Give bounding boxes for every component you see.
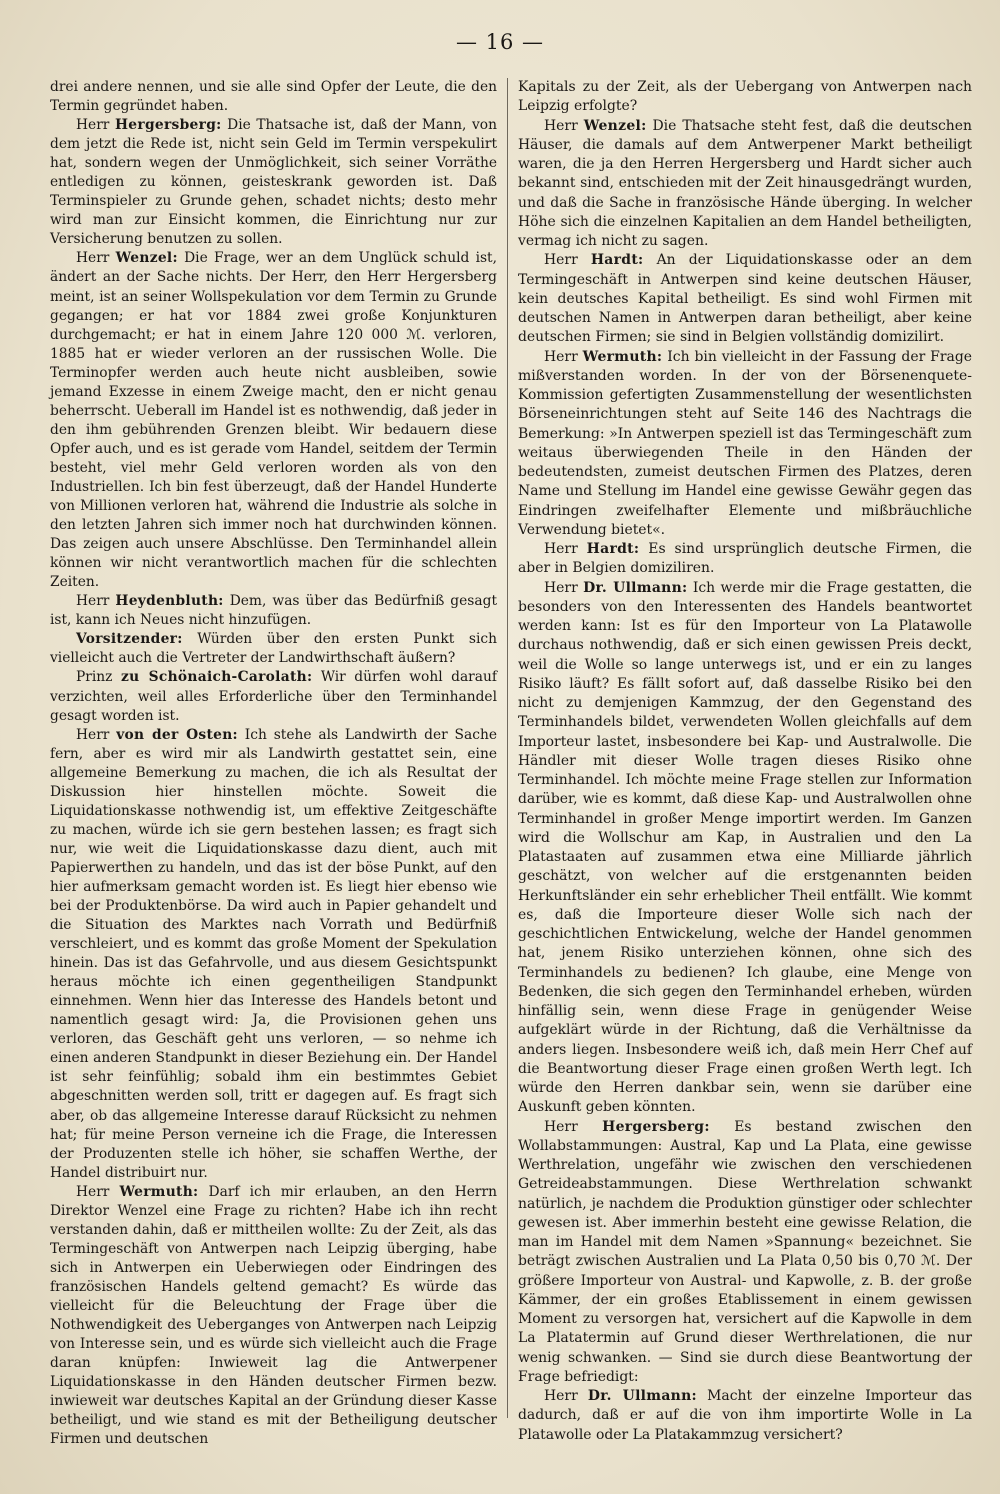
speaker-name: Hardt: bbox=[586, 541, 640, 557]
speaker-name: Vorsitzender: bbox=[76, 631, 183, 648]
speaker-title: Prinz bbox=[76, 669, 121, 686]
paragraph-text: An der Liquidationskasse oder an dem Termingeschäft in Antwerpen sind keine deutschen Häuser, kein deutsches Kapital betheiligt. Es sind wohl Firmen mit deutschen Namen in Antwerpen daran betheiligt, aber keine deutschen Firmen; sie sind in Belgien vollständig domizilirt. bbox=[518, 252, 972, 346]
speaker-name: Wenzel: bbox=[115, 250, 178, 267]
paragraph bbox=[518, 251, 972, 347]
speaker-name: Wermuth: bbox=[582, 348, 663, 365]
paragraph bbox=[518, 540, 972, 579]
paragraph-text: Darf ich mir erlauben, an den Herrn Direktor Wenzel eine Frage zu richten? Habe ich ihn recht verstanden dahin, daß er mittheilen wollte: Zu der Zeit, als das Termingeschäft von Antwerpen nach Leipzig überging, habe sich in Antwerpen ein Ueberwiegen oder Eindringen des französischen Handels geltend gemacht? Es würde das vielleicht für die Beleuchtung der Frage über die Nothwendigkeit des Ueberganges von Antwerpen nach Leipzig von Interesse sein, und es würde sich vielleicht auch die Frage daran knüpfen: Inwieweit lag die Antwerpener Liquidationskasse in den Händen deutscher Firmen bezw. inwieweit war deutsches Kapital an der Gründung dieser Kasse betheiligt, und wie stand es mit der Betheiligung deutscher Firmen und deutschen bbox=[50, 1183, 497, 1448]
speaker-title: Herr bbox=[76, 1183, 120, 1200]
paragraph-text: Macht der einzelne Importeur das dadurch, daß er auf die von ihm importirte Wolle in La Platawolle oder La Platakammzug versichert? bbox=[518, 1388, 972, 1443]
speaker-title: Herr bbox=[544, 1388, 588, 1404]
speaker-title: Herr bbox=[544, 117, 584, 134]
paragraph bbox=[50, 630, 497, 668]
paragraph bbox=[518, 1118, 972, 1388]
speaker-title: Herr bbox=[544, 579, 584, 596]
speaker-name: Wenzel: bbox=[583, 117, 647, 134]
paragraph-text: Dem, was über das Bedürfniß gesagt ist, kann ich Neues nicht hinzufügen. bbox=[50, 593, 497, 629]
paragraph-text: Würden über den ersten Punkt sich vielleicht auch die Vertreter der Landwirthschaft äußern? bbox=[50, 631, 497, 667]
paragraph bbox=[518, 579, 972, 1118]
paragraph bbox=[50, 726, 497, 1183]
paragraph-text: Es bestand zwischen den Wollabstammungen: Austral, Kap und La Plata, eine gewisse Werthrelation, ungefähr wie zwischen den verschiedenen Getreideabstammungen. Diese Werthrelation schwankt natürlich, je nachdem die Produktion günstiger oder schlechter gewesen ist. Aber immerhin besteht eine gewisse Relation, die man im Handel mit dem Namen »Spannung« bezeichnet. Sie beträgt zwischen Australien und La Plata 0,50 bis 0,70 ℳ. Der größere Importeur von Austral- und Kapwolle, z. B. der große Kämmer, der ein großes Etablissement in einem gewissen Moment zu versorgen hat, versichert auf die Kapwolle in dem La Platatermin auf Grund dieser Werthrelationen, die nur wenig schwanken. — Sind sie durch diese Beantwortung der Frage befriedigt: bbox=[518, 1118, 972, 1385]
paragraph bbox=[518, 348, 972, 541]
paragraph-text: Kapitals zu der Zeit, als der Uebergang von Antwerpen nach Leipzig erfolgte? bbox=[518, 79, 972, 115]
paragraph-text: Es sind ursprünglich deutsche Firmen, die aber in Belgien domiziliren. bbox=[518, 541, 972, 577]
paragraph-text: Die Thatsache ist, daß der Mann, von dem jetzt die Rede ist, nicht sein Geld im Termin verspekulirt hat, sondern wegen der Unmöglichkeit, sich seiner Vorräthe entledigen zu können, geisteskrank geworden ist. Daß Terminspieler zu Grunde gehen, schadet nichts; desto mehr wird man zur Einsicht kommen, die Einrichtung nur zur Versicherung benutzen zu sollen. bbox=[50, 117, 497, 248]
speaker-name: Hergersberg: bbox=[602, 1118, 710, 1135]
speaker-name: Dr. Ullmann: bbox=[583, 579, 688, 596]
speaker-title: Herr bbox=[544, 252, 591, 269]
paragraph-text: Die Thatsache steht fest, daß die deutschen Häuser, die damals auf dem Antwerpener Markt betheiligt waren, die ja den Herren Hergersberg und Hardt sicher auch bekannt sind, entschieden mit der Zeit hinausgedrängt wurden, und daß die Sache in französische Hände überging. In welcher Höhe sich die einzelnen Kapitalien an dem Handel betheiligten, vermag ich nicht zu sagen. bbox=[518, 117, 972, 249]
speaker-name: Hardt: bbox=[590, 252, 644, 269]
speaker-name: Heydenbluth: bbox=[115, 593, 224, 610]
paragraph bbox=[50, 249, 497, 592]
speaker-name: Dr. Ullmann: bbox=[587, 1388, 697, 1404]
paragraph bbox=[50, 78, 497, 116]
paragraph bbox=[518, 117, 972, 252]
speaker-title: Herr bbox=[76, 726, 117, 743]
paragraph-text: Wir dürfen wohl darauf verzichten, weil alles Erforderliche über den Terminhandel gesagt worden ist. bbox=[50, 669, 497, 724]
speaker-title: Herr bbox=[544, 541, 587, 557]
speaker-name: zu Schönaich-Carolath: bbox=[120, 669, 313, 686]
speaker-title: Herr bbox=[76, 250, 116, 267]
speaker-title: Herr bbox=[76, 117, 115, 134]
paragraph-text: drei andere nennen, und sie alle sind Opfer der Leute, die den Termin gegründet haben. bbox=[50, 79, 497, 115]
speaker-title: Herr bbox=[76, 593, 116, 610]
speaker-name: von der Osten: bbox=[116, 726, 238, 743]
paragraph-text: Die Frage, wer an dem Unglück schuld ist, ändert an der Sache nichts. Der Herr, den Herr Hergersberg meint, ist an seiner Wollspekulation vor dem Termin zu Grunde gegangen; er hat vor 1884 zwei große Konjunkturen durchgemacht; er hat in einem Jahre 120 000 ℳ. verloren, 1885 hat er wieder verloren an der russischen Wolle. Die Terminopfer werden auch heute nicht ausbleiben, sowie jemand Exzesse in einem Zweige macht, den er nicht genau beherrscht. Ueberall im Handel ist es nothwendig, daß jeder in den ihm gebührenden Grenzen bleibt. Wir bedauern diese Opfer auch, und es ist gerade vom Handel, seitdem der Termin besteht, viel mehr Geld verloren worden als von den Industriellen. Ich bin fest überzeugt, daß der Handel Hunderte von Millionen verloren hat, während die Industrie als solche in den letzten Jahren sich immer noch hat durchwinden können. Das zeigen auch unsere Abschlüsse. Den Terminhandel allein können wir nicht verantwortlich machen für die schlechten Zeiten. bbox=[50, 250, 497, 591]
speaker-title: Herr bbox=[544, 1118, 603, 1135]
paragraph bbox=[50, 668, 497, 725]
paragraph bbox=[518, 78, 972, 117]
page-number: — 16 — bbox=[455, 30, 545, 54]
paragraph-text: Ich bin vielleicht in der Fassung der Frage mißverstanden worden. In der von der Börsenenquete-Kommission gefertigten Zusammenstellung der wesentlichsten Börseneinrichtungen steht auf Seite 146 des Nachtrags die Bemerkung: »In Antwerpen speziell ist das Termingeschäft zum weitaus überwiegenden Theile in den Händen der bedeutendsten, zumeist deutschen Firmen des Platzes, deren Name und Stellung im Handel eine gewisse Gewähr gegen das Eindringen zweifelhafter Elemente und mißbräuchliche Verwendung bietet«. bbox=[518, 348, 972, 538]
paragraph bbox=[50, 1183, 497, 1450]
speaker-name: Wermuth: bbox=[119, 1183, 199, 1200]
paragraph bbox=[50, 592, 497, 630]
column-divider bbox=[507, 78, 508, 1418]
paragraph-text: Ich stehe als Landwirth der Sache fern, aber es wird mir als Landwirth gestattet sein, eine allgemeine Bemerkung zu machen, die ich als Resultat der Diskussion hier hinstellen möchte. Soweit die Liquidationskasse nothwendig ist, um effektive Zeitgeschäfte zu machen, würde ich sie gern bestehen lassen; es fragt sich nur, wie weit die Liquidationskasse dazu dient, auch mit Papierwerthen zu handeln, und das ist der böse Punkt, auf den hier aufmerksam gemacht worden ist. Es liegt hier ebenso wie bei der Produktenbörse. Da wird auch in Papier gehandelt und die Situation des Marktes nach Vorrath und Bedürfniß verschleiert, und es kommt das große Moment der Spekulation hinein. Das ist das Gefahrvolle, und aus diesem Gesichtspunkt heraus möchte ich einen gegentheiligen Standpunkt einnehmen. Wenn hier das Interesse des Handels betont und namentlich gesagt wird: Ja, die Provisionen gehen uns verloren, das Geschäft geht uns verloren, — so nehme ich einen anderen Standpunkt in dieser Beziehung ein. Der Handel ist sehr feinfühlig; sobald ihm ein bestimmtes Gebiet abgeschnitten werden soll, tritt er dagegen auf. Es fragt sich aber, ob das allgemeine Interesse darauf Rücksicht zu nehmen hat; für meine Person verneine ich die Frage, die Interessen der Produzenten stelle ich höher, sie schaffen Werthe, der Handel distribuirt nur. bbox=[50, 726, 497, 1181]
speaker-title: Herr bbox=[544, 348, 583, 365]
left-column bbox=[50, 78, 497, 1449]
speaker-name: Hergersberg: bbox=[114, 117, 222, 134]
paragraph bbox=[518, 1387, 972, 1445]
paragraph-text: Ich werde mir die Frage gestatten, die besonders von den Interessenten des Handels beantwortet werden kann: Ist es für den Importeur von La Platawolle durchaus nothwendig, daß er sich einen gewissen Preis deckt, weil die Wolle so lange unterwegs ist, und er ein zu langes Risiko läuft? Es fällt sofort auf, daß dasselbe Risiko bei den nicht zu demjenigen Kammzug, der den Gegenstand des Terminhandels bildet, verwendeten Wollen gleichfalls auf dem Importeur lastet, insbesondere bei Kap- und Australwolle. Die Händler mit dieser Wolle tragen dieses Risiko ohne Terminhandel. Ich möchte meine Frage stellen zur Information darüber, wie es kommt, daß diese Kap- und Australwollen ohne Terminhandel in großer Menge importirt werden. Im Ganzen wird die Wollschur am Kap, in Australien und den La Platastaaten auf zusammen etwa eine Milliarde jährlich geschätzt, von welcher auf die erstgenannten beiden Herkunftsländer ein sehr erheblicher Theil entfällt. Wie kommt es, daß die Importeure dieser Wolle sich nach der geschichtlichen Entwickelung, welche der Handel genommen hat, jenem Risiko unterziehen können, ohne sich des Terminhandels zu bedienen? Ich glaube, eine Menge von Bedenken, die sich gegen den Terminhandel erheben, würden hinfällig sein, wenn diese Frage in genügender Weise aufgeklärt würde in der Richtung, daß die Verhältnisse da anders liegen. Insbesondere weiß ich, daß mein Herr Chef auf die Beantwortung dieser Frage einen großen Werth legt. Ich würde den Herren dankbar sein, wenn sie darüber eine Auskunft geben könnten. bbox=[518, 579, 972, 1116]
right-column bbox=[518, 78, 972, 1445]
paragraph bbox=[50, 116, 497, 249]
